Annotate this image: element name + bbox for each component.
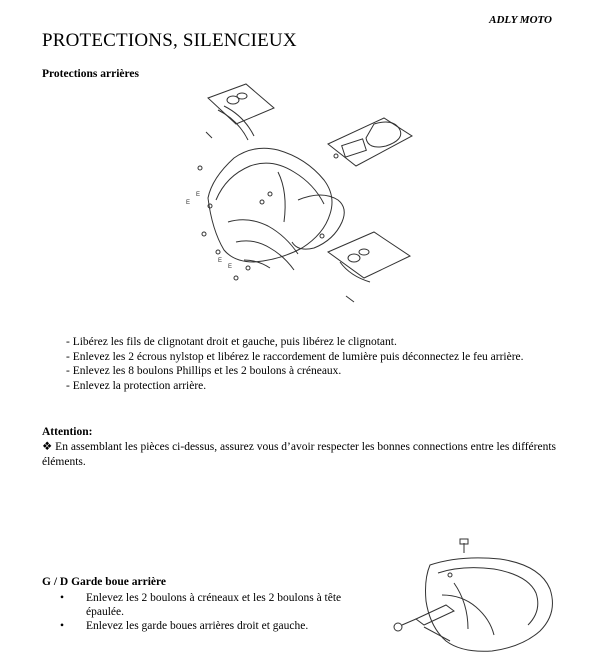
rear-protection-diagram-icon <box>178 82 420 310</box>
svg-text:E: E <box>196 192 201 198</box>
step-line: - Libérez les fils de clignotant droit et gauche, puis libérez le clignotant. <box>66 336 397 348</box>
attention-text: ❖ En assemblant les pièces ci-dessus, assurez vous d’avoir respecter les bonnes connections entre les différents éléments. <box>42 441 557 468</box>
step-line: - Enlevez la protection arrière. <box>66 379 207 392</box>
mudguard-steps <box>60 591 360 633</box>
step-line: - Enlevez les 2 écrous nylstop et libérez le raccordement de lumière puis déconnectez le feu arrière. <box>66 350 524 363</box>
bullet-text: Enlevez les 2 boulons à créneaux et les 2 boulons à tête épaulée. <box>86 592 342 618</box>
step-line: - Enlevez les 8 boulons Phillips et les 2 boulons à créneaux. <box>66 365 342 377</box>
svg-text:E: E <box>186 200 191 206</box>
rear-protection-steps <box>66 335 561 393</box>
list-item <box>60 619 360 633</box>
rear-protection-heading: Protections arrières <box>42 68 139 80</box>
bullet-marker: • <box>60 620 65 632</box>
page-title: PROTECTIONS, SILENCIEUX <box>42 30 297 51</box>
rear-mudguard-diagram-icon <box>380 535 565 660</box>
bullet-text: Enlevez les garde boues arrières droit et gauche. <box>86 620 309 632</box>
svg-text:E: E <box>218 258 223 264</box>
bullet-marker: • <box>60 592 65 604</box>
svg-text:E: E <box>228 264 233 270</box>
brand-label: ADLY MOTO <box>489 14 552 26</box>
attention-heading: Attention: <box>42 426 93 438</box>
mudguard-heading: G / D Garde boue arrière <box>42 576 167 588</box>
list-item <box>60 591 360 619</box>
